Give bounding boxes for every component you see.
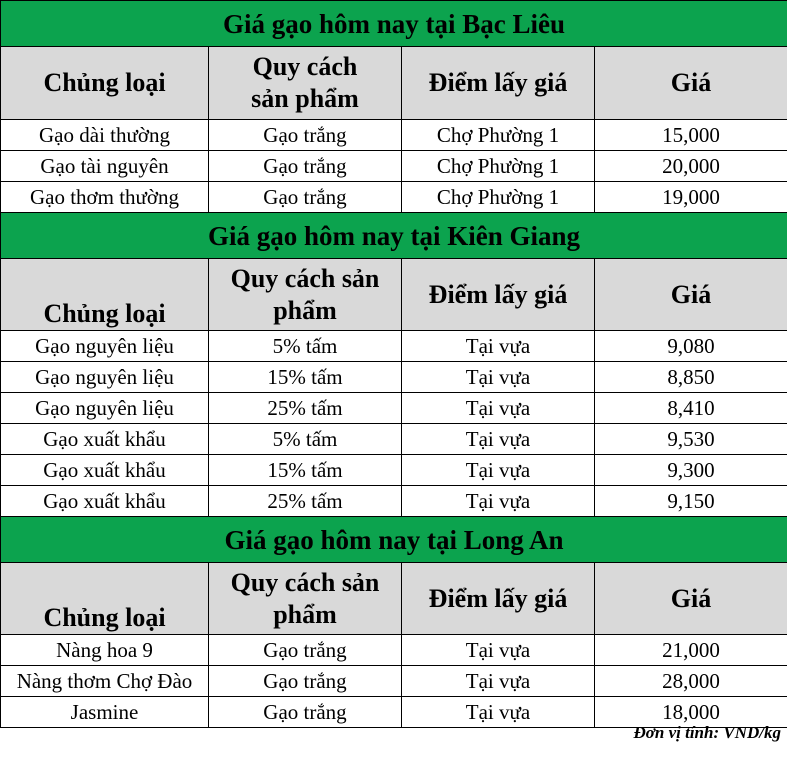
cell-location: Tại vựa [402,697,595,728]
cell-location: Tại vựa [402,393,595,424]
table-row [1,393,787,424]
cell-type: Gạo xuất khẩu [1,424,209,455]
section-title-row [1,517,787,563]
cell-price: 20,000 [595,151,787,182]
header-price: Giá [595,47,787,120]
cell-location: Tại vựa [402,455,595,486]
header-type: Chủng loại [1,47,209,120]
table-row [1,635,787,666]
cell-type: Gạo tài nguyên [1,151,209,182]
cell-spec: Gạo trắng [209,666,402,697]
cell-location: Tại vựa [402,635,595,666]
cell-location: Tại vựa [402,486,595,517]
cell-spec: Gạo trắng [209,120,402,151]
cell-location: Chợ Phường 1 [402,120,595,151]
cell-price: 18,000 [595,697,787,728]
cell-location: Tại vựa [402,331,595,362]
cell-price: 19,000 [595,182,787,213]
header-row [1,47,787,120]
header-price: Giá [595,259,787,331]
section-title: Giá gạo hôm nay tại Kiên Giang [1,213,787,259]
cell-spec: 5% tấm [209,331,402,362]
table-row [1,331,787,362]
header-type: Chủng loại [1,259,209,331]
header-type: Chủng loại [1,563,209,635]
table-row [1,455,787,486]
header-row [1,563,787,635]
header-location: Điểm lấy giá [402,259,595,331]
cell-type: Gạo thơm thường [1,182,209,213]
cell-type: Gạo nguyên liệu [1,393,209,424]
section-title: Giá gạo hôm nay tại Long An [1,517,787,563]
cell-location: Tại vựa [402,666,595,697]
header-location: Điểm lấy giá [402,47,595,120]
cell-location: Chợ Phường 1 [402,151,595,182]
header-price: Giá [595,563,787,635]
table-row [1,424,787,455]
header-location: Điểm lấy giá [402,563,595,635]
cell-price: 9,530 [595,424,787,455]
section-title: Giá gạo hôm nay tại Bạc Liêu [1,1,787,47]
cell-location: Chợ Phường 1 [402,182,595,213]
cell-price: 9,300 [595,455,787,486]
cell-price: 9,150 [595,486,787,517]
cell-price: 28,000 [595,666,787,697]
cell-price: 9,080 [595,331,787,362]
cell-type: Gạo nguyên liệu [1,331,209,362]
cell-type: Gạo xuất khẩu [1,455,209,486]
table-row [1,120,787,151]
cell-price: 15,000 [595,120,787,151]
section-title-row [1,213,787,259]
cell-spec: 25% tấm [209,486,402,517]
cell-price: 8,410 [595,393,787,424]
header-row [1,259,787,331]
table-row [1,486,787,517]
cell-type: Nàng thơm Chợ Đào [1,666,209,697]
cell-price: 21,000 [595,635,787,666]
table-row [1,362,787,393]
cell-spec: Gạo trắng [209,182,402,213]
header-spec: Quy cách sản phẩm [209,259,402,331]
cell-type: Gạo dài thường [1,120,209,151]
cell-spec: 25% tấm [209,393,402,424]
cell-type: Nàng hoa 9 [1,635,209,666]
cell-spec: Gạo trắng [209,635,402,666]
cell-type: Jasmine [1,697,209,728]
unit-note: Đơn vị tính: VND/kg [633,723,781,742]
cell-spec: 5% tấm [209,424,402,455]
cell-type: Gạo nguyên liệu [1,362,209,393]
cell-spec: 15% tấm [209,455,402,486]
cell-price: 8,850 [595,362,787,393]
table-row [1,666,787,697]
cell-spec: Gạo trắng [209,151,402,182]
cell-spec: 15% tấm [209,362,402,393]
header-spec: Quy cách sản phẩm [209,47,402,120]
cell-location: Tại vựa [402,362,595,393]
cell-spec: Gạo trắng [209,697,402,728]
section-title-row [1,1,787,47]
table-row [1,182,787,213]
cell-type: Gạo xuất khẩu [1,486,209,517]
cell-location: Tại vựa [402,424,595,455]
header-spec: Quy cách sản phẩm [209,563,402,635]
table-row [1,151,787,182]
